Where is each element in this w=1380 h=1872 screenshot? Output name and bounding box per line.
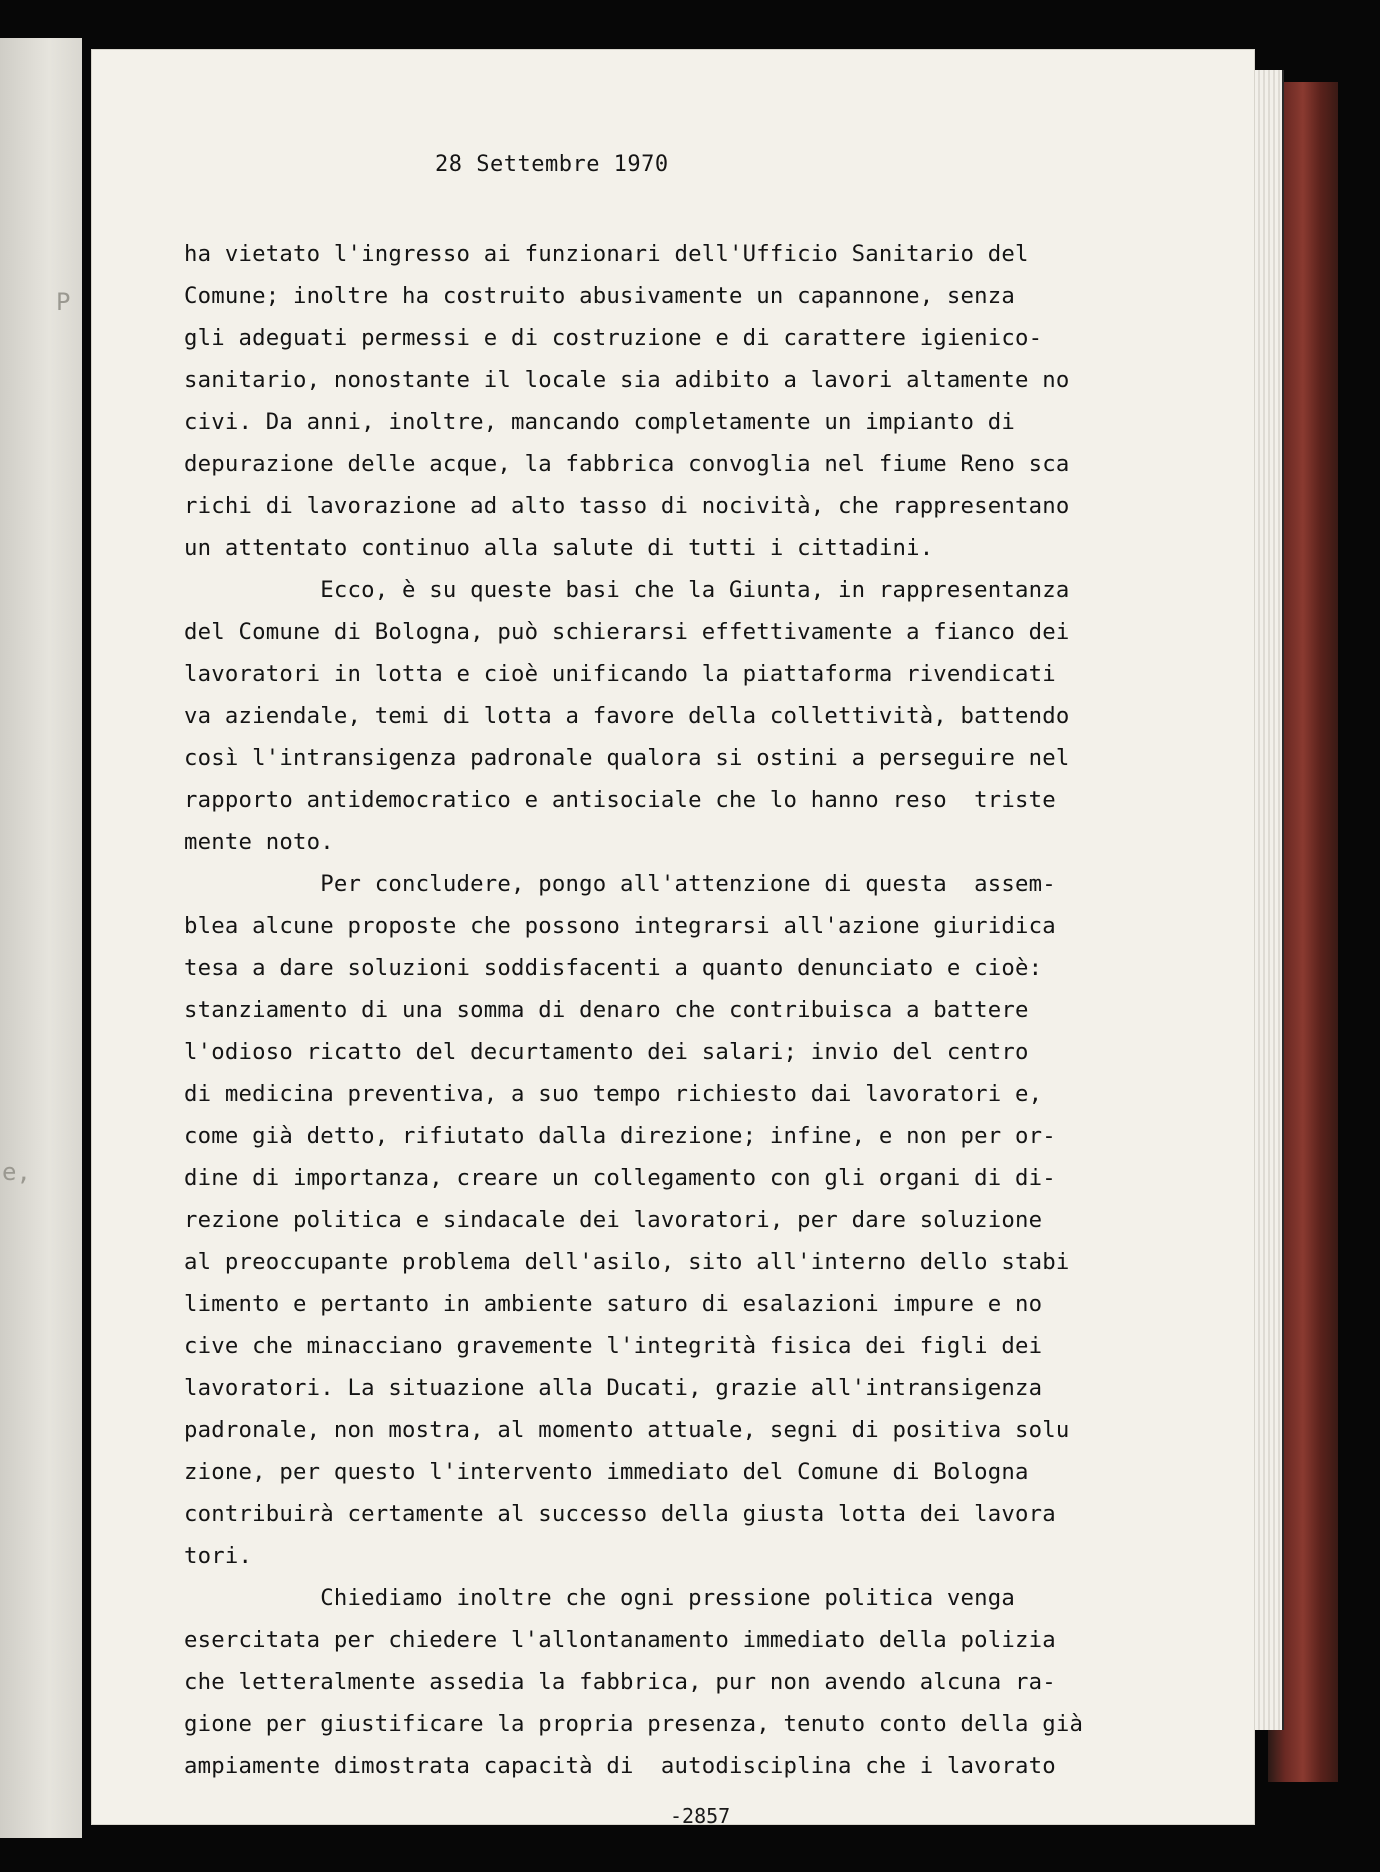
text-line: tori. bbox=[184, 1543, 253, 1569]
text-line: gli adeguati permessi e di costruzione e di carattere igienico- bbox=[184, 325, 1043, 351]
text-line: un attentato continuo alla salute di tutti i cittadini. bbox=[184, 535, 934, 561]
text-line: cive che minacciano gravemente l'integrità fisica dei figli dei bbox=[184, 1333, 1043, 1359]
text-line: va aziendale, temi di lotta a favore della collettività, battendo bbox=[184, 703, 1070, 729]
page-stack-edge bbox=[1250, 70, 1284, 1730]
text-line: lavoratori in lotta e cioè unificando la piattaforma rivendicati bbox=[184, 661, 1056, 687]
text-line: esercitata per chiedere l'allontanamento immediato della polizia bbox=[184, 1627, 1056, 1653]
page-date-header: 28 Settembre 1970 bbox=[435, 152, 669, 177]
left-page-edge bbox=[0, 38, 82, 1838]
left-page-fragment: e, bbox=[2, 1158, 31, 1186]
text-line: così l'intransigenza padronale qualora si ostini a perseguire nel bbox=[184, 745, 1070, 771]
text-line: stanziamento di una somma di denaro che contribuisca a battere bbox=[184, 997, 1029, 1023]
text-line: Chiediamo inoltre che ogni pressione politica venga bbox=[184, 1585, 1016, 1611]
text-line: che letteralmente assedia la fabbrica, pur non avendo alcuna ra- bbox=[184, 1669, 1056, 1695]
text-line: zione, per questo l'intervento immediato del Comune di Bologna bbox=[184, 1459, 1029, 1485]
text-line: rezione politica e sindacale dei lavoratori, per dare soluzione bbox=[184, 1207, 1043, 1233]
text-line: sanitario, nonostante il locale sia adibito a lavori altamente no bbox=[184, 367, 1070, 393]
text-line: ampiamente dimostrata capacità di autodisciplina che i lavorato bbox=[184, 1753, 1056, 1779]
text-line: mente noto. bbox=[184, 829, 334, 855]
body-text bbox=[184, 233, 1254, 1787]
text-line: lavoratori. La situazione alla Ducati, grazie all'intransigenza bbox=[184, 1375, 1043, 1401]
page-number: -2857 bbox=[670, 1804, 731, 1828]
text-line: limento e pertanto in ambiente saturo di esalazioni impure e no bbox=[184, 1291, 1043, 1317]
text-line: civi. Da anni, inoltre, mancando completamente un impianto di bbox=[184, 409, 1016, 435]
text-line: Per concludere, pongo all'attenzione di questa assem- bbox=[184, 871, 1056, 897]
text-line: rapporto antidemocratico e antisociale che lo hanno reso triste bbox=[184, 787, 1056, 813]
text-line: contribuirà certamente al successo della giusta lotta dei lavora bbox=[184, 1501, 1056, 1527]
text-line: gione per giustificare la propria presenza, tenuto conto della già bbox=[184, 1711, 1084, 1737]
text-line: al preoccupante problema dell'asilo, sito all'interno dello stabi bbox=[184, 1249, 1070, 1275]
document-page bbox=[92, 50, 1254, 1828]
text-line: Comune; inoltre ha costruito abusivamente un capannone, senza bbox=[184, 283, 1016, 309]
left-page-fragment: P bbox=[56, 288, 71, 316]
text-line: dine di importanza, creare un collegamento con gli organi di di- bbox=[184, 1165, 1056, 1191]
text-line: tesa a dare soluzioni soddisfacenti a quanto denunciato e cioè: bbox=[184, 955, 1043, 981]
text-line: di medicina preventiva, a suo tempo richiesto dai lavoratori e, bbox=[184, 1081, 1043, 1107]
text-line: blea alcune proposte che possono integrarsi all'azione giuridica bbox=[184, 913, 1056, 939]
text-line: depurazione delle acque, la fabbrica convoglia nel fiume Reno sca bbox=[184, 451, 1070, 477]
text-line: come già detto, rifiutato dalla direzione; infine, e non per or- bbox=[184, 1123, 1056, 1149]
text-line: ha vietato l'ingresso ai funzionari dell'Ufficio Sanitario del bbox=[184, 241, 1029, 267]
text-line: del Comune di Bologna, può schierarsi effettivamente a fianco dei bbox=[184, 619, 1070, 645]
text-line: padronale, non mostra, al momento attuale, segni di positiva solu bbox=[184, 1417, 1070, 1443]
text-line: richi di lavorazione ad alto tasso di nocività, che rappresentano bbox=[184, 493, 1070, 519]
text-line: l'odioso ricatto del decurtamento dei salari; invio del centro bbox=[184, 1039, 1029, 1065]
text-line: Ecco, è su queste basi che la Giunta, in rappresentanza bbox=[184, 577, 1070, 603]
